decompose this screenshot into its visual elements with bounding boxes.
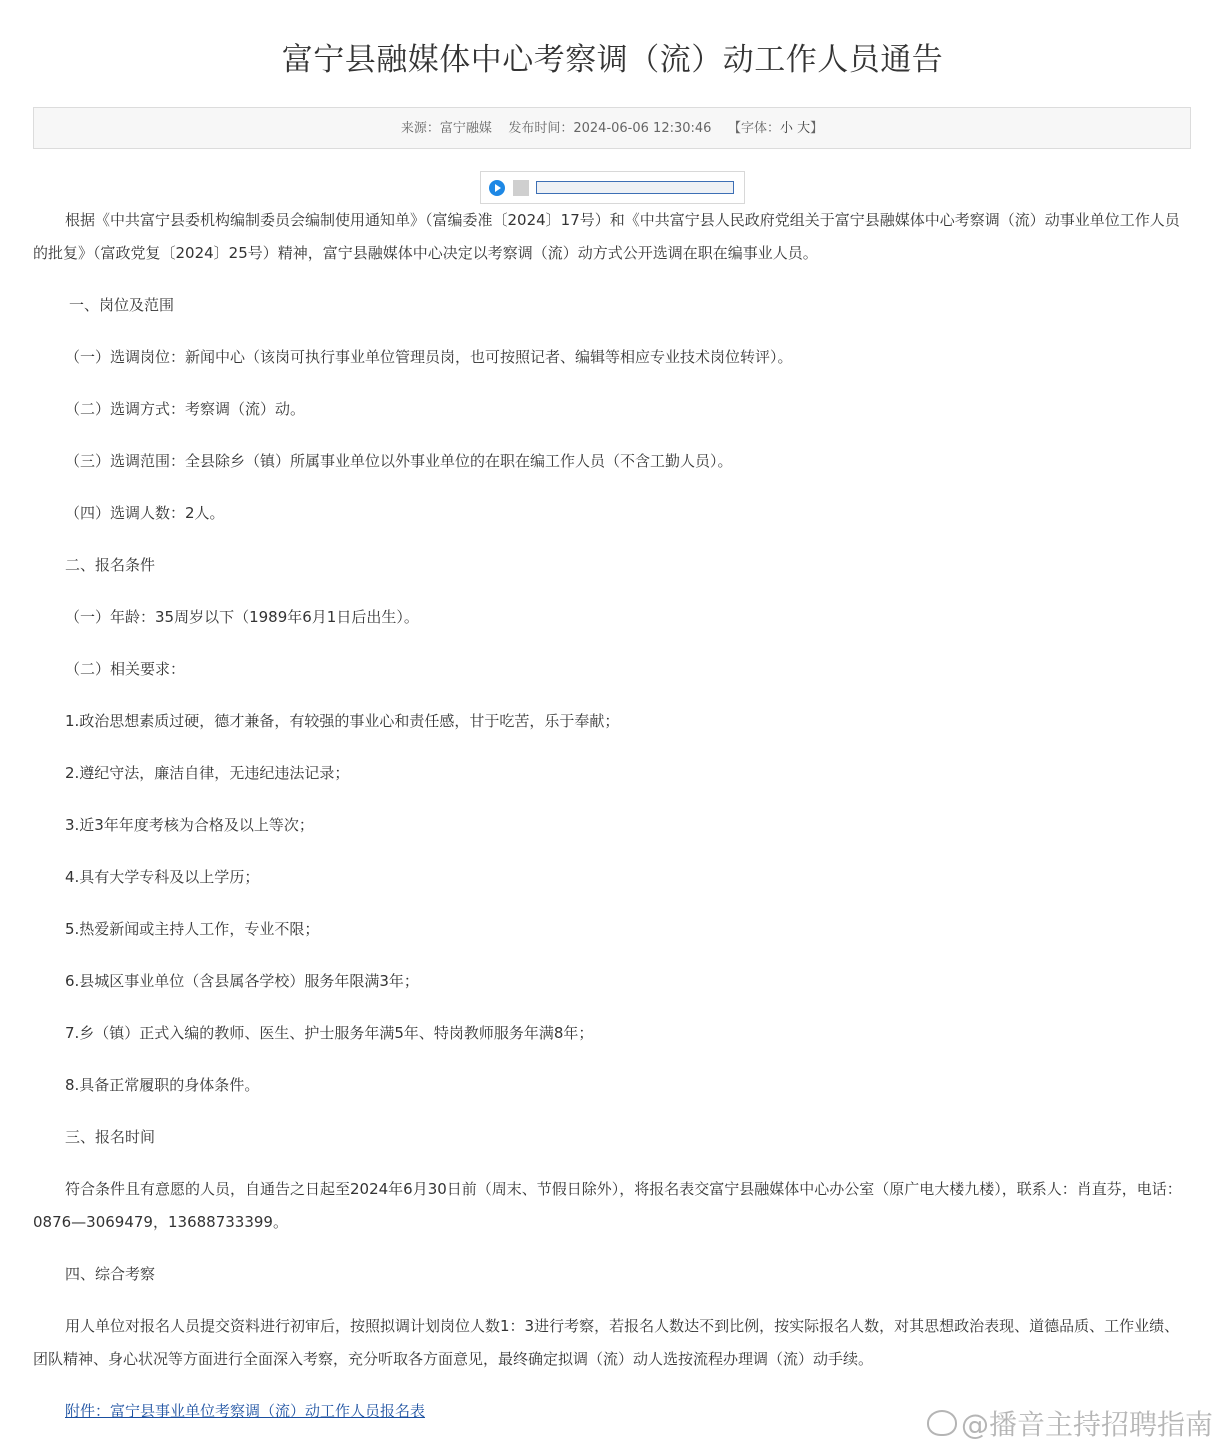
publish-time: 发布时间：2024-06-06 12:30:46 xyxy=(508,121,712,136)
list-item: 6.县城区事业单位（含县属各学校）服务年限满3年； xyxy=(65,972,419,990)
page-title: 富宁县融媒体中心考察调（流）动工作人员通告 xyxy=(281,42,944,78)
play-icon[interactable] xyxy=(489,180,505,196)
attachment-link[interactable]: 附件：富宁县事业单位考察调（流）动工作人员报名表 xyxy=(65,1402,426,1420)
watermark xyxy=(927,1403,1213,1443)
list-item: （一）年龄：35周岁以下（1989年6月1日后出生）。 xyxy=(65,608,419,626)
font-small-button[interactable]: 小 xyxy=(779,121,793,136)
article-body xyxy=(33,204,1191,1447)
intro-paragraph: 根据《中共富宁县委机构编制委员会编制使用通知单》（富编委准〔2024〕17号）和《中共富宁县人民政府党组关于富宁县融媒体中心考察调（流）动事业单位工作人员的批复》（富政党复〔2024〕25号）精神，富宁县融媒体中心决定以考察调（流）动方式公开选调在职在编事业人员。 xyxy=(33,211,1180,262)
list-item: （二）选调方式：考察调（流）动。 xyxy=(65,400,306,418)
font-large-button[interactable]: 大 xyxy=(797,121,811,136)
article-meta-bar xyxy=(33,107,1191,149)
source-label: 来源：富宁融媒 xyxy=(400,121,492,136)
section-heading: 一、岗位及范围 xyxy=(69,296,175,314)
section-heading: 三、报名时间 xyxy=(65,1128,156,1146)
registration-paragraph: 符合条件且有意愿的人员，自通告之日起至2024年6月30日前（周末、节假日除外），将报名表交富宁县融媒体中心办公室（原广电大楼九楼），联系人：肖直芬，电话：0876—3069479，13688733399。 xyxy=(33,1180,1182,1231)
list-item: （四）选调人数：2人。 xyxy=(65,504,225,522)
list-item: 3.近3年年度考核为合格及以上等次； xyxy=(65,816,314,834)
list-item: 4.具有大学专科及以上学历； xyxy=(65,868,260,886)
section-heading: 二、报名条件 xyxy=(65,556,156,574)
list-item: 7.乡（镇）正式入编的教师、医生、护士服务年满5年、特岗教师服务年满8年； xyxy=(65,1024,594,1042)
font-size-label: 【字体： xyxy=(727,121,780,136)
list-item: 8.具备正常履职的身体条件。 xyxy=(65,1076,260,1094)
list-item: 1.政治思想素质过硬，德才兼备，有较强的事业心和责任感，甘于吃苦，乐于奉献； xyxy=(65,712,620,730)
audio-player xyxy=(480,171,745,204)
watermark-text: @播音主持招聘指南 xyxy=(960,1408,1213,1441)
list-item: （一）选调岗位：新闻中心（该岗可执行事业单位管理员岗，也可按照记者、编辑等相应专业技术岗位转评）。 xyxy=(65,348,793,366)
section-heading: 四、综合考察 xyxy=(65,1265,156,1283)
list-item: 2.遵纪守法，廉洁自律，无违纪违法记录； xyxy=(65,764,350,782)
audio-progress-bar[interactable] xyxy=(536,181,734,194)
list-item: （三）选调范围：全县除乡（镇）所属事业单位以外事业单位的在职在编工作人员（不含工勤人员）。 xyxy=(65,452,733,470)
list-item: （二）相关要求： xyxy=(65,660,186,678)
list-item: 5.热爱新闻或主持人工作，专业不限； xyxy=(65,920,320,938)
font-size-label-close: 】 xyxy=(810,121,824,136)
inspection-paragraph: 用人单位对报名人员提交资料进行初审后，按照拟调计划岗位人数1：3进行考察，若报名人数达不到比例，按实际报名人数，对其思想政治表现、道德品质、工作业绩、团队精神、身心状况等方面进行全面深入考察，充分听取各方面意见，最终确定拟调（流）动人选按流程办理调（流）动手续。 xyxy=(33,1317,1180,1368)
stop-icon[interactable] xyxy=(513,180,529,196)
weibo-icon xyxy=(927,1410,957,1436)
